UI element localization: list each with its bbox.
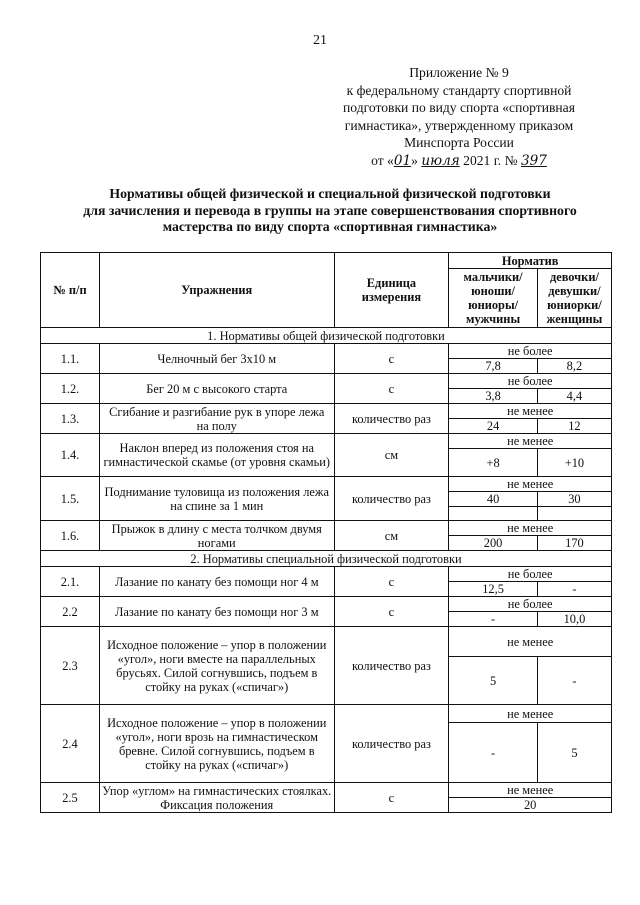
row-exercise: Наклон вперед из положения стоя на гимнастической скамье (от уровня скамьи) (99, 434, 334, 477)
row-condition: не менее (449, 477, 612, 492)
row-unit: с (334, 783, 449, 813)
row-num: 2.5 (41, 783, 100, 813)
row-num: 1.1. (41, 344, 100, 374)
row-girls-value: 8,2 (537, 359, 611, 374)
section-title: 1. Нормативы общей физической подготовки (41, 328, 612, 344)
row-condition: не менее (449, 705, 612, 723)
row-empty-cell (537, 507, 611, 521)
row-condition: не менее (449, 627, 612, 657)
page-number: 21 (313, 33, 327, 48)
title-line: Нормативы общей физической и специальной физической подготовки (109, 186, 551, 201)
row-unit: с (334, 374, 449, 404)
row-exercise: Лазание по канату без помощи ног 4 м (99, 567, 334, 597)
row-boys-value: +8 (449, 449, 538, 477)
row-boys-value: 3,8 (449, 389, 538, 404)
row-girls-value: +10 (537, 449, 611, 477)
row-condition: не более (449, 344, 612, 359)
date-prefix: от « (371, 152, 394, 168)
row-exercise: Челночный бег 3х10 м (99, 344, 334, 374)
row-exercise: Сгибание и разгибание рук в упоре лежа на полу (99, 404, 334, 434)
row-exercise: Упор «углом» на гимнастических стоялках. Фиксация положения (99, 783, 334, 813)
row-condition: не более (449, 374, 612, 389)
row-num: 2.4 (41, 705, 100, 783)
row-girls-value: 10,0 (537, 612, 611, 627)
header-boys: мальчики/ юноши/ юниоры/ мужчины (449, 269, 538, 328)
row-num: 2.2 (41, 597, 100, 627)
header-norm: Норматив (449, 253, 612, 269)
row-empty-cell (449, 507, 538, 521)
row-exercise: Прыжок в длину с места толчком двумя ногами (99, 521, 334, 551)
norms-table (40, 252, 612, 813)
order-number: 397 (520, 152, 547, 169)
row-exercise: Лазание по канату без помощи ног 3 м (99, 597, 334, 627)
row-unit: с (334, 567, 449, 597)
row-unit: количество раз (334, 477, 449, 521)
row-condition: не более (449, 567, 612, 582)
document-title (40, 186, 620, 236)
appendix-line: Приложение № 9 (409, 65, 509, 80)
header-num: № п/п (41, 253, 100, 328)
order-date-line (318, 152, 600, 171)
row-boys-value: 200 (449, 536, 538, 551)
row-condition: не менее (449, 434, 612, 449)
date-year: 2021 г. № (459, 152, 521, 168)
appendix-line: гимнастика», утвержденному приказом (344, 117, 574, 133)
row-both-value: 20 (449, 798, 612, 813)
header-girls: девочки/ девушки/ юниорки/ женщины (537, 269, 611, 328)
row-girls-value: 4,4 (537, 389, 611, 404)
date-mid: » (411, 152, 422, 168)
row-girls-value: 12 (537, 419, 611, 434)
row-num: 1.2. (41, 374, 100, 404)
row-unit: количество раз (334, 404, 449, 434)
row-num: 1.3. (41, 404, 100, 434)
row-condition: не менее (449, 521, 612, 536)
row-boys-value: - (449, 612, 538, 627)
row-unit: количество раз (334, 705, 449, 783)
row-boys-value: 24 (449, 419, 538, 434)
row-exercise: Исходное положение – упор в положении «угол», ноги врозь на гимнастическом бревне. Силой согнувшись, подъем в стойку на руках («спичаг») (99, 705, 334, 783)
row-num: 1.5. (41, 477, 100, 521)
header-exercise: Упражнения (99, 253, 334, 328)
row-condition: не менее (449, 783, 612, 798)
row-num: 2.3 (41, 627, 100, 705)
row-num: 2.1. (41, 567, 100, 597)
row-boys-value: 12,5 (449, 582, 538, 597)
appendix-block (318, 64, 600, 170)
date-month: июля (421, 152, 460, 169)
row-boys-value: 5 (449, 657, 538, 705)
title-line: мастерства по виду спорта «спортивная гимнастика» (162, 219, 498, 234)
row-unit: количество раз (334, 627, 449, 705)
row-unit: см (334, 521, 449, 551)
row-condition: не менее (449, 404, 612, 419)
row-exercise: Поднимание туловища из положения лежа на спине за 1 мин (99, 477, 334, 521)
row-exercise: Исходное положение – упор в положении «угол», ноги вместе на параллельных брусьях. Силой согнувшись, подъем в стойку на руках («спичаг») (99, 627, 334, 705)
row-girls-value: 30 (537, 492, 611, 507)
row-num: 1.4. (41, 434, 100, 477)
row-unit: см (334, 434, 449, 477)
row-girls-value: - (537, 657, 611, 705)
row-num: 1.6. (41, 521, 100, 551)
row-unit: с (334, 597, 449, 627)
row-boys-value: 7,8 (449, 359, 538, 374)
appendix-line: подготовки по виду спорта «спортивная (343, 100, 575, 115)
header-unit: Единица измерения (334, 253, 449, 328)
appendix-line: Минспорта России (404, 135, 514, 150)
row-boys-value: 40 (449, 492, 538, 507)
row-girls-value: 170 (537, 536, 611, 551)
row-exercise: Бег 20 м с высокого старта (99, 374, 334, 404)
row-boys-value: - (449, 723, 538, 783)
row-unit: с (334, 344, 449, 374)
row-girls-value: - (537, 582, 611, 597)
section-title: 2. Нормативы специальной физической подготовки (41, 551, 612, 567)
appendix-line: к федеральному стандарту спортивной (346, 82, 572, 98)
row-girls-value: 5 (537, 723, 611, 783)
date-day: 01 (393, 152, 412, 169)
title-line: для зачисления и перевода в группы на этапе совершенствования спортивного (83, 202, 577, 218)
row-condition: не более (449, 597, 612, 612)
